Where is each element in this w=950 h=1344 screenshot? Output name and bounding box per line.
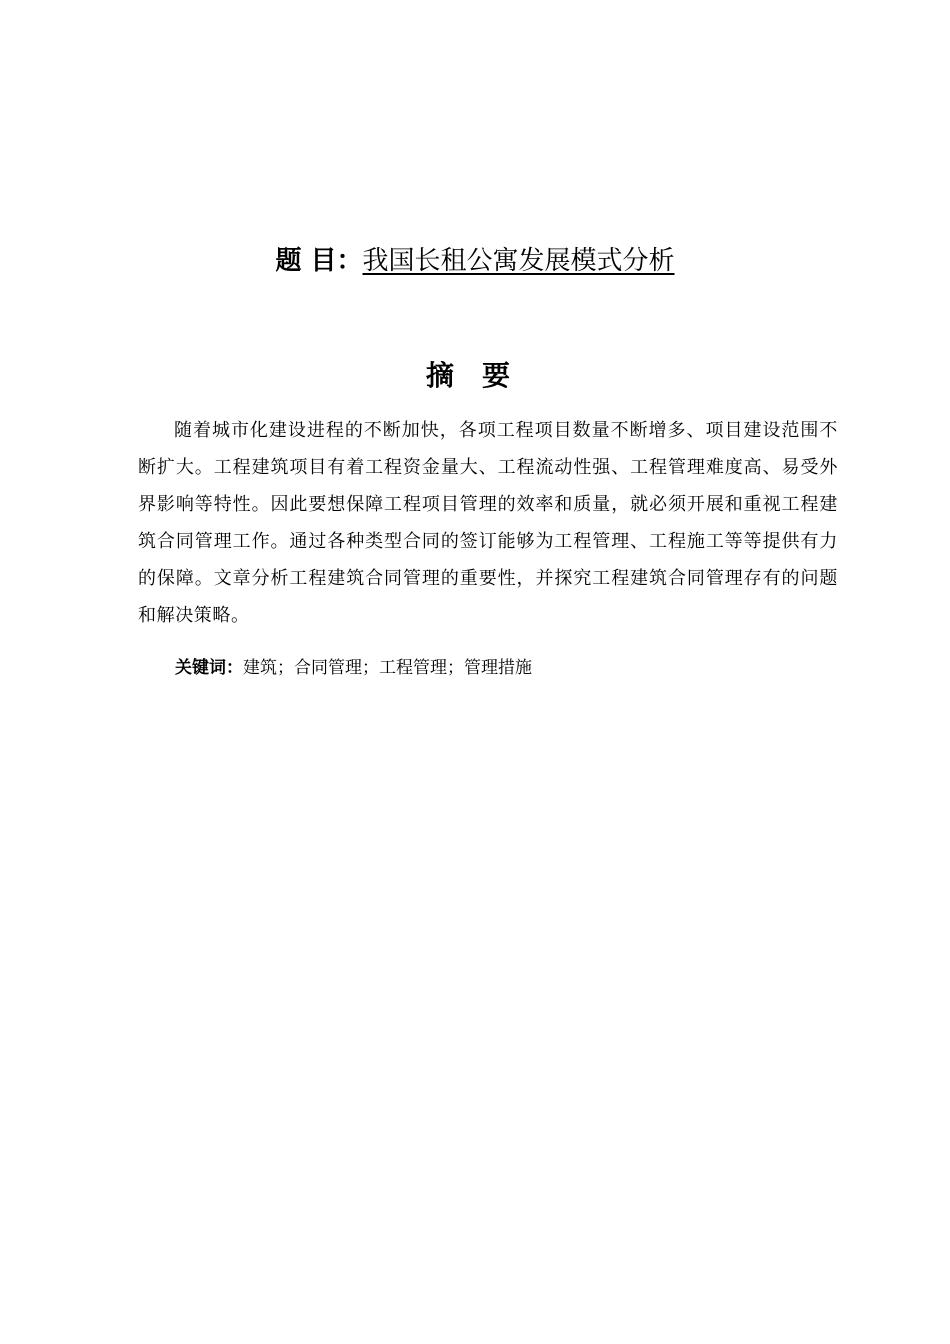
thesis-title	[0, 243, 950, 279]
keywords-text: 建筑；合同管理；工程管理；管理措施	[243, 658, 532, 678]
abstract-heading: 摘要	[425, 359, 538, 392]
title-text: 我国长租公寓发展模式分析	[362, 246, 675, 276]
title-label: 题 目：	[275, 246, 363, 276]
keywords-line	[175, 652, 532, 684]
abstract-body: 随着城市化建设进程的不断加快，各项工程项目数量不断增多、项目建设范围不断扩大。工程建筑项目有着工程资金量大、工程流动性强、工程管理难度高、易受外界影响等特性。因此要想保障工程项目管理的效率和质量，就必须开展和重视工程建筑合同管理工作。通过各种类型合同的签订能够为工程管理、工程施工等等提供有力的保障。文章分析工程建筑合同管理的重要性，并探究工程建筑合同管理存有的问题和解决策略。	[138, 420, 838, 626]
keywords-label: 关键词：	[175, 658, 243, 678]
